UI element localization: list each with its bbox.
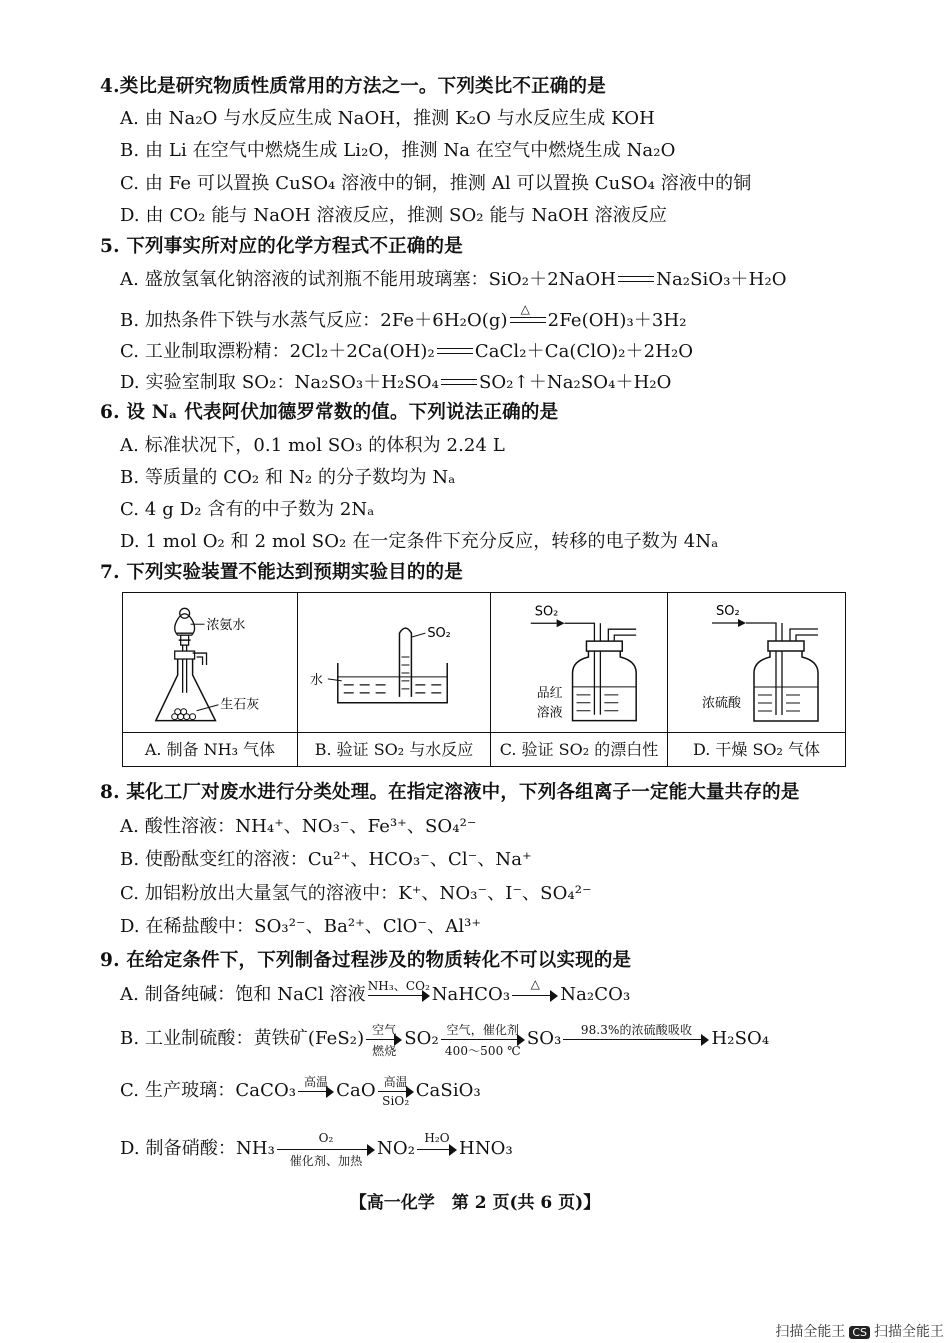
q5-option-a: [120, 265, 787, 291]
label-pinked-red: 品红: [536, 685, 563, 701]
q6-stem: 6. 设 Nₐ 代表阿伏加德罗常数的值。下列说法正确的是: [100, 402, 559, 423]
q9-option-b: [120, 1023, 770, 1058]
arrow-condition: NH₃、CO₂: [367, 979, 431, 993]
label-water: 水: [309, 672, 323, 688]
q8-option-d: D. 在稀盐酸中：SO₃²⁻、Ba²⁺、ClO⁻、Al³⁺: [120, 916, 482, 937]
reaction-arrow: [563, 1025, 709, 1053]
arrow-condition: H₂O: [424, 1131, 450, 1145]
label-conc-sulfuric-acid: 浓硫酸: [702, 696, 742, 711]
q9-c-mid: CaO: [336, 1080, 376, 1101]
q8-option-a: A. 酸性溶液：NH₄⁺、NO₃⁻、Fe³⁺、SO₄²⁻: [120, 816, 477, 837]
reaction-arrow: [366, 1023, 402, 1058]
reaction-arrow: [368, 981, 430, 1009]
arrow-condition-bottom: 400～500 ℃: [444, 1044, 521, 1058]
q6-option-d: D. 1 mol O₂ 和 2 mol SO₂ 在一定条件下充分反应，转移的电子数为 4Nₐ: [120, 531, 719, 552]
caption-a: A. 制备 NH₃ 气体: [123, 732, 297, 766]
watermark-text: 扫描全能王: [775, 1324, 846, 1340]
q9-a-mid: NaHCO₃: [431, 984, 511, 1005]
q9-option-a: [120, 977, 631, 1009]
q5-c-reactants: C. 工业制取漂粉精：2Cl₂＋2Ca(OH)₂: [120, 341, 435, 362]
nh3-apparatus-diagram: [123, 593, 297, 733]
arrow-condition: 高温: [304, 1075, 329, 1089]
q9-option-c: [120, 1075, 481, 1108]
q4-option-c: C. 由 Fe 可以置换 CuSO₄ 溶液中的铜，推测 Al 可以置换 CuSO₄ 溶液中的铜: [120, 173, 752, 194]
equals-sign: [441, 378, 477, 388]
q5-stem: 5. 下列事实所对应的化学方程式不正确的是: [100, 236, 463, 257]
label-solution: 溶液: [536, 705, 563, 721]
arrow-condition: △: [530, 977, 540, 991]
q6-option-a: A. 标准状况下，0.1 mol SO₃ 的体积为 2.24 L: [120, 435, 505, 456]
scanner-watermark: [775, 1321, 944, 1341]
q9-b-start: B. 工业制硫酸：黄铁矿(FeS₂): [120, 1028, 365, 1049]
q6-option-c: C. 4 g D₂ 含有的中子数为 2Nₐ: [120, 499, 375, 520]
equals-sign: [437, 347, 473, 357]
q9-c-start: C. 生产玻璃：CaCO₃: [120, 1080, 297, 1101]
q9-a-start: A. 制备纯碱：饱和 NaCl 溶液: [120, 984, 366, 1005]
q9-option-d: [120, 1131, 513, 1168]
arrow-condition-bottom: 燃烧: [372, 1044, 397, 1058]
q9-b-mid1: SO₂: [404, 1028, 439, 1049]
q5-b-products: 2Fe(OH)₃＋3H₂: [547, 310, 687, 331]
reaction-arrow: [417, 1131, 457, 1163]
q6-option-b: B. 等质量的 CO₂ 和 N₂ 的分子数均为 Nₐ: [120, 467, 456, 488]
so2-bleaching-diagram: [491, 593, 667, 733]
arrow-condition-top: O₂: [318, 1131, 334, 1145]
q5-c-products: CaCl₂＋Ca(ClO)₂＋2H₂O: [474, 341, 694, 362]
arrow-condition-top: 空气，催化剂: [446, 1023, 520, 1037]
heat-symbol: △: [520, 302, 531, 316]
q9-d-mid: NO₂: [377, 1138, 416, 1159]
caption-c: C. 验证 SO₂ 的漂白性: [491, 732, 667, 766]
so2-drying-diagram: [668, 593, 845, 733]
q4-option-d: D. 由 CO₂ 能与 NaOH 溶液反应，推测 SO₂ 能与 NaOH 溶液反应: [120, 205, 668, 226]
q5-option-d: [120, 368, 672, 394]
q9-d-end: HNO₃: [459, 1138, 513, 1159]
q8-option-c: C. 加铝粉放出大量氢气的溶液中：K⁺、NO₃⁻、I⁻、SO₄²⁻: [120, 883, 592, 904]
q5-option-b: [120, 302, 687, 332]
q5-b-reactants: B. 加热条件下铁与水蒸气反应：2Fe＋6H₂O(g): [120, 310, 508, 331]
q4-stem: 4.类比是研究物质性质常用的方法之一。下列类比不正确的是: [100, 76, 606, 97]
reaction-arrow: [378, 1075, 414, 1108]
q8-option-b: B. 使酚酞变红的溶液：Cu²⁺、HCO₃⁻、Cl⁻、Na⁺: [120, 849, 532, 870]
watermark-text-2: 扫描全能王: [874, 1324, 944, 1340]
q9-b-end: H₂SO₄: [711, 1028, 770, 1049]
reaction-arrow: [512, 977, 558, 1009]
label-so2-inlet: SO₂: [534, 604, 559, 620]
q9-d-start: D. 制备硝酸：NH₃: [120, 1138, 275, 1159]
so2-water-diagram: [298, 593, 490, 733]
heated-equals-sign: [510, 302, 546, 326]
q7-stem: 7. 下列实验装置不能达到预期实验目的的是: [100, 562, 463, 583]
cs-logo-icon: CS: [849, 1326, 870, 1339]
apparatus-cell-a: [123, 593, 298, 766]
page-footer: 【高一化学 第 2 页(共 6 页)】: [349, 1193, 601, 1213]
q5-d-products: SO₂↑＋Na₂SO₄＋H₂O: [478, 372, 672, 393]
q4-option-a: A. 由 Na₂O 与水反应生成 NaOH，推测 K₂O 与水反应生成 KOH: [120, 108, 655, 129]
apparatus-cell-c: [491, 593, 668, 766]
q9-stem: 9. 在给定条件下，下列制备过程涉及的物质转化不可以实现的是: [100, 950, 632, 971]
label-ammonia-water: 浓氨水: [206, 618, 246, 634]
caption-d: D. 干燥 SO₂ 气体: [668, 732, 845, 766]
q5-a-reactants: A. 盛放氢氧化钠溶液的试剂瓶不能用玻璃塞：SiO₂＋2NaOH: [120, 269, 617, 290]
q8-stem: 8. 某化工厂对废水进行分类处理。在指定溶液中，下列各组离子一定能大量共存的是: [100, 782, 800, 803]
q5-d-reactants: D. 实验室制取 SO₂：Na₂SO₃＋H₂SO₄: [120, 372, 439, 393]
reaction-arrow: [441, 1023, 525, 1058]
arrow-condition-top: 高温: [383, 1075, 408, 1089]
q4-option-b: B. 由 Li 在空气中燃烧生成 Li₂O，推测 Na 在空气中燃烧生成 Na₂O: [120, 140, 676, 161]
reaction-arrow: [277, 1131, 375, 1168]
label-so2: SO₂: [427, 626, 451, 642]
arrow-condition-top: 空气: [372, 1023, 397, 1037]
arrow-condition: 98.3%的浓硫酸吸收: [580, 1023, 693, 1037]
arrow-condition-bottom: 催化剂、加热: [289, 1154, 363, 1168]
arrow-condition-bottom: SiO₂: [382, 1094, 410, 1108]
q9-b-mid2: SO₃: [526, 1028, 562, 1049]
label-so2-inlet: SO₂: [716, 604, 740, 619]
label-quicklime: 生石灰: [220, 697, 260, 713]
apparatus-cell-d: [668, 593, 845, 766]
q9-a-end: Na₂CO₃: [560, 984, 631, 1005]
equals-sign: [618, 275, 654, 285]
caption-b: B. 验证 SO₂ 与水反应: [298, 732, 490, 766]
q9-c-end: CaSiO₃: [415, 1080, 481, 1101]
q5-option-c: [120, 337, 693, 363]
q5-a-products: Na₂SiO₃＋H₂O: [656, 269, 787, 290]
apparatus-table: [122, 592, 846, 767]
apparatus-cell-b: [298, 593, 491, 766]
reaction-arrow: [298, 1077, 334, 1105]
